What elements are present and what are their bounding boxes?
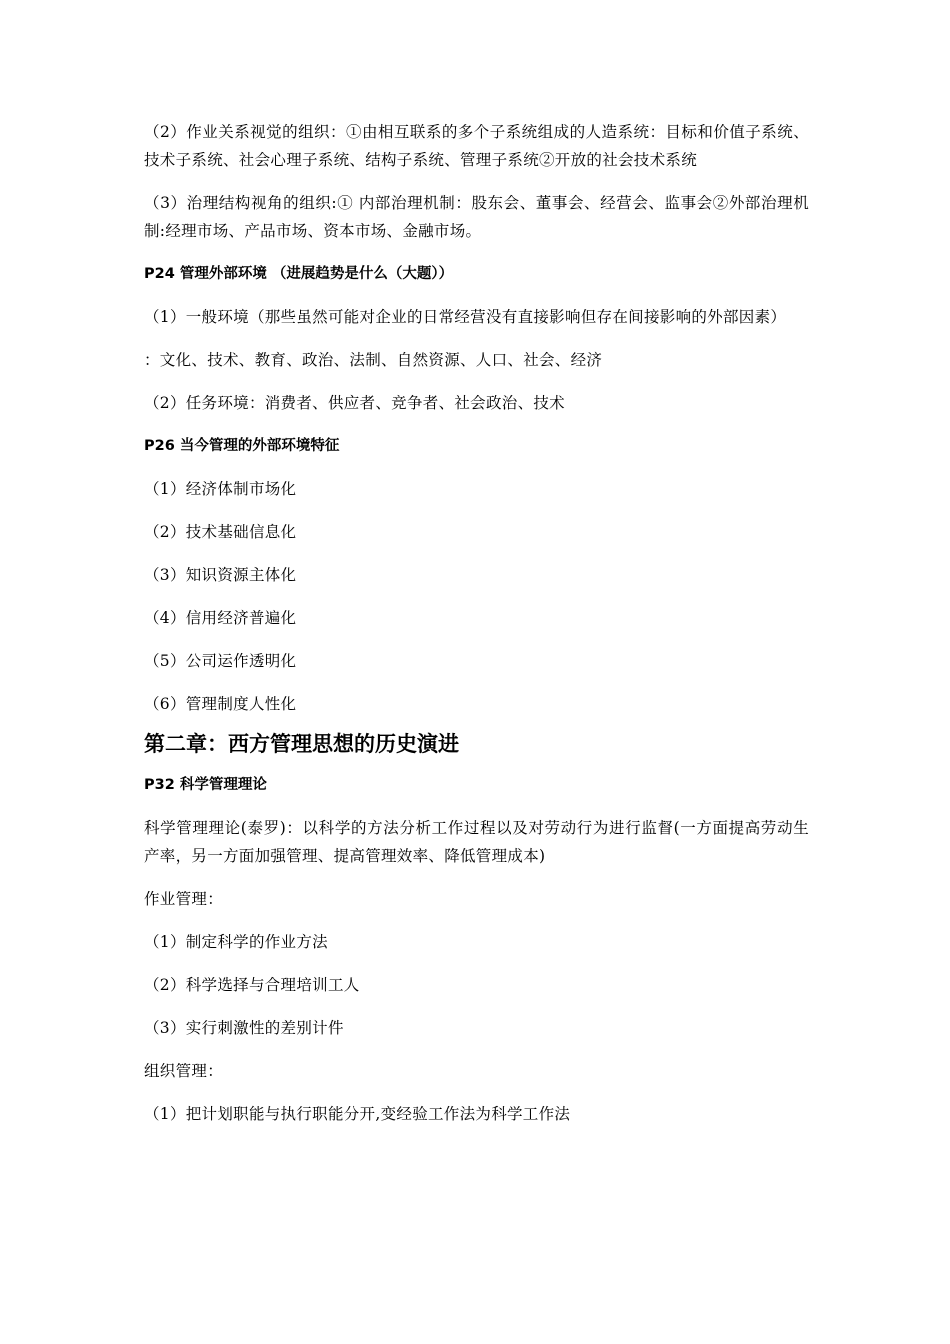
chapter-title: 第二章：西方管理思想的历史演进 <box>144 732 459 756</box>
list-item-feature-4: （4）信用经济普遍化 <box>144 609 297 627</box>
list-item-work-2: （2）科学选择与合理培训工人 <box>144 976 360 994</box>
paragraph-general-environment-list: ：文化、技术、教育、政治、法制、自然资源、人口、社会、经济 <box>144 351 603 369</box>
paragraph-scientific-management-definition: 科学管理理论(泰罗)：以科学的方法分析工作过程以及对劳动行为进行监督(一方面提高劳动生产率，另一方面加强管理、提高管理效率、降低管理成本) <box>144 819 809 865</box>
paragraph-org-governance: （3）治理结构视角的组织:① 内部治理机制：股东会、董事会、经营会、监事会②外部治理机制:经理市场、产品市场、资本市场、金融市场。 <box>144 194 809 240</box>
list-item-feature-1: （1）经济体制市场化 <box>144 480 297 498</box>
list-item-org-1: （1）把计划职能与执行职能分开,变经验工作法为科学工作法 <box>144 1105 571 1123</box>
paragraph-general-environment: （1）一般环境（那些虽然可能对企业的日常经营没有直接影响但存在间接影响的外部因素） <box>144 308 787 326</box>
heading-p32-scientific-management: P32 科学管理理论 <box>144 777 267 793</box>
heading-p24-external-environment: P24 管理外部环境 （进展趋势是什么（大题）） <box>144 266 454 282</box>
list-item-work-1: （1）制定科学的作业方法 <box>144 933 328 951</box>
paragraph-task-environment: （2）任务环境：消费者、供应者、竞争者、社会政治、技术 <box>144 394 565 412</box>
paragraph-org-management-label: 组织管理： <box>144 1062 224 1080</box>
list-item-feature-3: （3）知识资源主体化 <box>144 566 297 584</box>
list-item-feature-5: （5）公司运作透明化 <box>144 652 297 670</box>
heading-p26-environment-features: P26 当今管理的外部环境特征 <box>144 438 340 454</box>
list-item-feature-2: （2）技术基础信息化 <box>144 523 297 541</box>
paragraph-org-work-relations: （2）作业关系视觉的组织：①由相互联系的多个子系统组成的人造系统：目标和价值子系统、技术子系统、社会心理子系统、结构子系统、管理子系统②开放的社会技术系统 <box>144 123 809 169</box>
list-item-work-3: （3）实行刺激性的差别计件 <box>144 1019 344 1037</box>
list-item-feature-6: （6）管理制度人性化 <box>144 695 297 713</box>
document-body <box>144 118 809 1143</box>
paragraph-work-management-label: 作业管理： <box>144 890 224 908</box>
